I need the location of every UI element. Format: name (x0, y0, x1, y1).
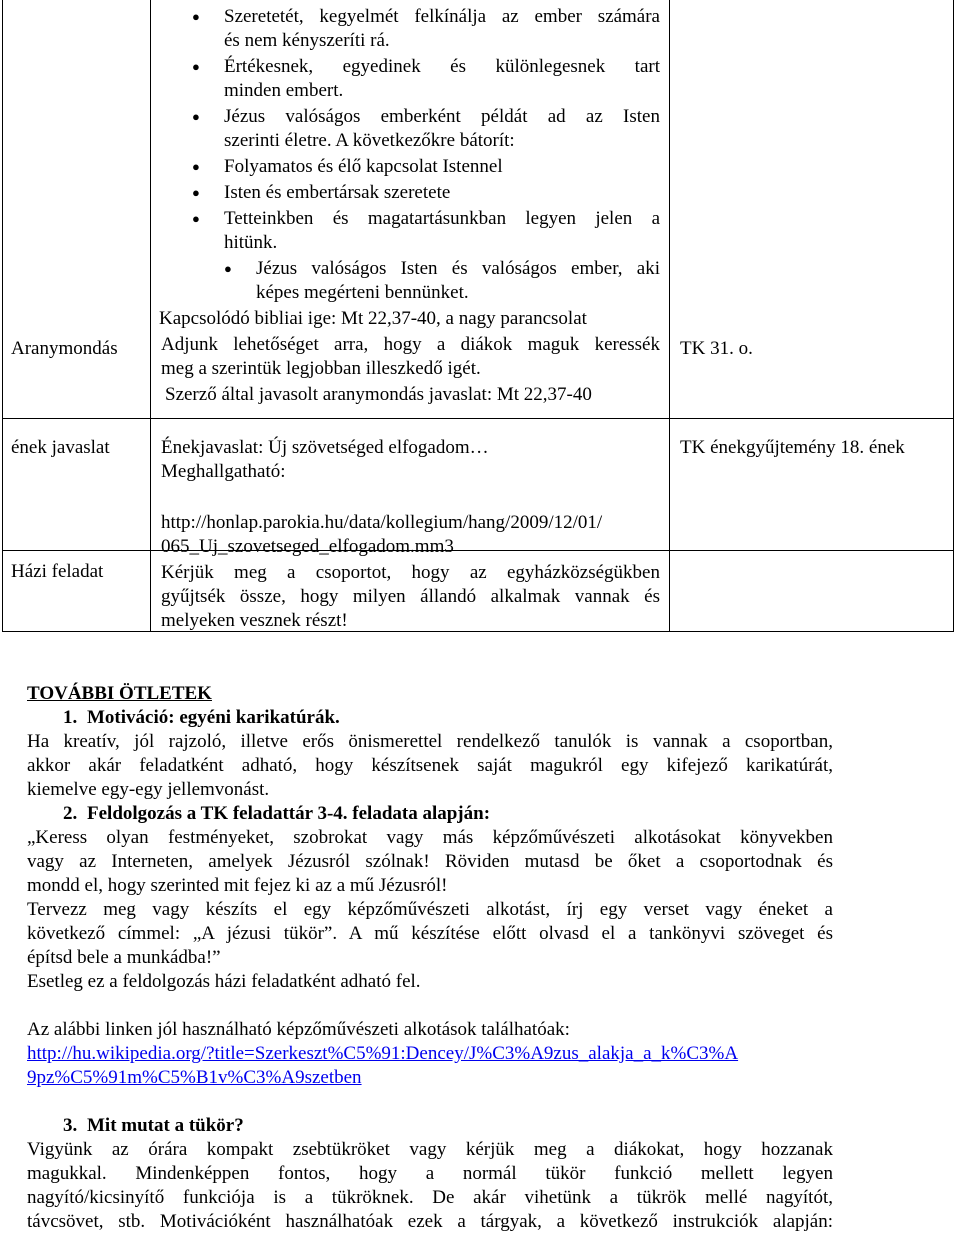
hazi-text-line3: melyeken vesznek részt! (161, 610, 348, 631)
hazi-text-line2: gyűjtsék össze, hogy milyen állandó alkalmak vannak és (161, 586, 660, 607)
song-link-line1[interactable]: http://honlap.parokia.hu/data/kollegium/hang/2009/12/01/ (161, 512, 603, 533)
table-border-left (2, 0, 3, 632)
quote-line: építsd bele a munkádba!” (27, 947, 221, 968)
table-border-col2 (150, 0, 151, 632)
paragraph-line: nagyító/kicsinyítő funkciója is a tükröknek. De akár vihetünk a tükrök mellé nagyítót, (27, 1187, 833, 1208)
wikipedia-link-line1[interactable] (27, 1042, 833, 1066)
list-item-text: Folyamatos és élő kapcsolat Istennel (224, 156, 503, 177)
aranymondas-suggestion: Szerző által javasolt aranymondás javaslat: Mt 22,37-40 (165, 384, 592, 405)
section-number: 2. (63, 803, 78, 824)
list-item-text: minden embert. (224, 80, 344, 101)
table-border-col3 (669, 0, 670, 632)
enek-suggestion: Énekjavaslat: Új szövetséged elfogadom… (161, 437, 489, 458)
list-item-text: Jézus valóságos Isten és valóságos ember, aki (256, 258, 660, 279)
list-item (192, 155, 660, 179)
list-item (192, 181, 660, 205)
spacer (27, 1090, 833, 1114)
paragraph-line: távcsövet, stb. Motivációként használhatóak ezek a tárgyak, a következő instrukciók alapján: (27, 1211, 833, 1232)
bullet-icon: ● (192, 9, 200, 24)
list-item-text: Értékesnek, egyedinek és különlegesnek tart (224, 56, 660, 77)
list-item (224, 257, 660, 305)
quote-line: mondd el, hogy szerinted mit fejez ki az a mű Jézusról! (27, 875, 448, 896)
ideas-heading: TOVÁBBI ÖTLETEK (27, 683, 212, 704)
aranymondas-text-line2: meg a szerintük legjobban illeszkedő igét. (161, 358, 481, 379)
hazi-text-line1: Kérjük meg a csoportot, hogy az egyházközségükben (161, 562, 660, 583)
paragraph-line: Vigyünk az órára kompakt zsebtükröket vagy kérjük meg a diákokat, hogy hozzanak (27, 1139, 833, 1160)
section-number: 3. (63, 1115, 78, 1136)
aranymondas-label: Aranymondás (11, 338, 118, 359)
list-item (192, 5, 660, 53)
ideas-section (27, 682, 833, 1234)
section-title-1 (63, 706, 833, 730)
bible-reference: Kapcsolódó bibliai ige: Mt 22,37-40, a nagy parancsolat (159, 308, 587, 329)
paragraph-line: akkor akár feladatként adható, hogy készítsenek saját magukról egy kifejező karikatúrát, (27, 755, 833, 776)
aranymondas-text-line1: Adjunk lehetőséget arra, hogy a diákok maguk keressék (161, 334, 660, 355)
enek-label: ének javaslat (11, 437, 110, 458)
list-item-text: Szeretetét, kegyelmét felkínálja az ember számára (224, 6, 660, 27)
paragraph-line: Az alábbi linken jól használható képzőművészeti alkotások találhatóak: (27, 1019, 570, 1040)
bullet-icon: ● (192, 59, 200, 74)
list-item-text: Tetteinkben és magatartásunkban legyen jelen a (224, 208, 660, 229)
quote-line: „Keress olyan festményeket, szobrokat vagy más képzőművészeti alkotásokat könyvekben (27, 827, 833, 848)
paragraph-line: Esetleg ez a feldolgozás házi feladatként adható fel. (27, 971, 421, 992)
table-row-divider-1 (2, 418, 954, 419)
spacer (27, 994, 833, 1018)
quote-line: vagy az Interneten, amelyek Jézusról szólnak! Röviden mutasd be őket a csoportodnak és (27, 851, 833, 872)
section-title-2 (63, 802, 833, 826)
content-cell-row1 (161, 5, 660, 407)
bullet-icon: ● (224, 261, 232, 276)
bullet-icon: ● (192, 211, 200, 226)
quote-line: következő címmel: „A jézusi tükör”. A mű készítése előtt olvasd el a tankönyvi szöveget és (27, 923, 833, 944)
section-title-text: Feldolgozás a TK feladattár 3-4. feladata alapján: (87, 803, 491, 824)
wikipedia-link[interactable]: http://hu.wikipedia.org/?title=Szerkeszt%C5%91:Dencey/J%C3%A9zus_alakja_a_k%C3%A (27, 1043, 739, 1064)
list-item-text: szerinti életre. A következőkre bátorít: (224, 130, 515, 151)
enek-ref: TK énekgyűjtemény 18. ének (680, 437, 905, 458)
list-item (192, 55, 660, 103)
section-title-text: Mit mutat a tükör? (87, 1115, 244, 1136)
list-item (192, 105, 660, 153)
aranymondas-ref: TK 31. o. (680, 338, 753, 359)
list-item-text: képes megérteni bennünket. (256, 282, 469, 303)
list-item-text: Jézus valóságos emberként példát ad az Isten (224, 106, 660, 127)
bullet-icon: ● (192, 109, 200, 124)
wikipedia-link-line2[interactable] (27, 1066, 833, 1090)
paragraph-line: kiemelve egy-egy jellemvonást. (27, 779, 270, 800)
wikipedia-link[interactable]: 9pz%C5%91m%C5%B1v%C3%A9szetben (27, 1067, 362, 1088)
enek-listen-label: Meghallgatható: (161, 461, 286, 482)
list-item (192, 207, 660, 255)
list-item-text: Isten és embertársak szeretete (224, 182, 451, 203)
section-number: 1. (63, 707, 78, 728)
table-border-right (953, 0, 954, 632)
enek-cell (161, 436, 660, 484)
song-link-line2[interactable]: 065_Uj_szovetseged_elfogadom.mm3 (161, 536, 454, 557)
bullet-icon: ● (192, 159, 200, 174)
section-title-3 (63, 1114, 833, 1138)
quote-line: Tervezz meg vagy készíts el egy képzőművészeti alkotást, írj egy verset vagy éneket a (27, 899, 833, 920)
section-title-text: Motiváció: egyéni karikatúrák. (87, 707, 340, 728)
paragraph-line: Ha kreatív, jól rajzoló, illetve erős önismerettel rendelkező tanulók is vannak a csoportban, (27, 731, 833, 752)
bullet-icon: ● (192, 185, 200, 200)
hazi-cell (161, 511, 660, 633)
list-item-text: hitünk. (224, 232, 278, 253)
hazi-label: Házi feladat (11, 561, 104, 582)
list-item-text: és nem kényszeríti rá. (224, 30, 390, 51)
paragraph-line: magukkal. Mindenképpen fontos, hogy a normál tükör funkció mellett legyen (27, 1163, 833, 1184)
